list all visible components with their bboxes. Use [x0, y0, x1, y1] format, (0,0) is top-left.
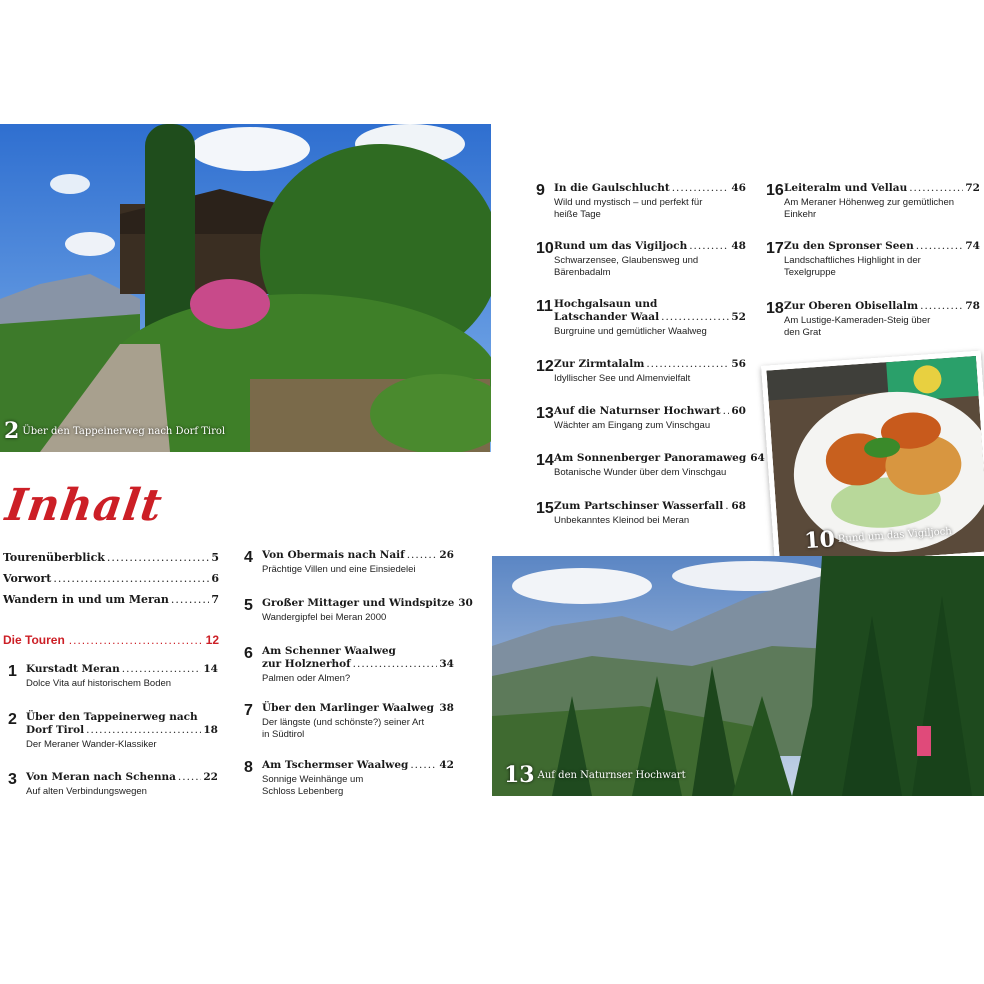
- tour-subtitle: [554, 467, 746, 479]
- tour-subtitle-line2: Einkehr: [784, 209, 817, 220]
- tour-title: Zur Oberen Obisellalm: [784, 300, 919, 312]
- caption-number: 2: [4, 418, 20, 444]
- tour-subtitle: [26, 786, 218, 798]
- tour-title: In die Gaulschlucht: [554, 182, 670, 194]
- photo-caption: [504, 762, 686, 788]
- toc-intro-item[interactable]: [3, 551, 219, 564]
- tour-subtitle-line2: Texelgruppe: [784, 267, 836, 278]
- tour-page: 18: [203, 724, 218, 736]
- tour-title: Rund um das Vigiljoch: [554, 240, 688, 252]
- toc-intro-title: Wandern in und um Meran: [3, 593, 169, 606]
- toc-leader: [672, 182, 730, 195]
- tour-page: 78: [965, 300, 980, 312]
- tour-subtitle-line1: Der Meraner Wander-Klassiker: [26, 739, 157, 750]
- tour-number: 18: [766, 300, 784, 317]
- photo-caption: [4, 418, 225, 444]
- tour-page: 68: [731, 500, 746, 512]
- tour-page: 60: [731, 405, 746, 417]
- tour-subtitle-line1: Sonnige Weinhänge um: [262, 774, 364, 785]
- tour-title: Von Obermais nach Naif: [262, 549, 405, 561]
- toc-leader: [86, 724, 201, 737]
- photo-tappeinerweg: [0, 124, 491, 452]
- page-title: Inhalt: [2, 480, 166, 531]
- tour-title: Am Schenner Waalweg: [262, 645, 396, 657]
- tour-number: 14: [536, 452, 554, 469]
- tour-subtitle: [262, 717, 454, 741]
- tour-title: Über den Tappeinerweg nach: [26, 711, 198, 723]
- tour-number: 10: [536, 240, 554, 257]
- tour-subtitle-line2: in Südtirol: [262, 729, 305, 740]
- caption-number: 10: [803, 526, 836, 555]
- tour-subtitle-line1: Burgruine und gemütlicher Waalweg: [554, 326, 707, 337]
- tour-title: Hochgalsaun und: [554, 298, 658, 310]
- section-page: 12: [205, 633, 219, 647]
- tour-subtitle-line1: Palmen oder Almen?: [262, 673, 351, 684]
- tour-number: 5: [244, 597, 253, 614]
- tour-page: 22: [203, 771, 218, 783]
- tour-subtitle: [784, 255, 980, 279]
- tour-title-line2: Latschander Waal: [554, 311, 660, 323]
- tour-title: Leiteralm und Vellau: [784, 182, 908, 194]
- tour-number: 1: [8, 663, 17, 680]
- tour-title: Am Tschermser Waalweg: [262, 759, 409, 771]
- tour-title: Großer Mittager und Windspitze: [262, 597, 455, 609]
- photo-vigiljoch-food: [761, 351, 984, 572]
- toc-leader: [353, 658, 438, 671]
- toc-leader: [171, 593, 209, 606]
- tour-page: 52: [731, 311, 746, 323]
- tour-subtitle-line1: Dolce Vita auf historischem Boden: [26, 678, 172, 689]
- toc-leader: [661, 311, 729, 324]
- tour-subtitle: [262, 612, 454, 624]
- tour-page: 72: [965, 182, 980, 194]
- tour-subtitle-line2: Bärenbadalm: [554, 267, 611, 278]
- tour-subtitle-line2: Schloss Lebenberg: [262, 786, 344, 797]
- tour-title: Zu den Spronser Seen: [784, 240, 914, 252]
- tour-page: 64: [750, 452, 765, 464]
- tour-subtitle: [554, 197, 746, 221]
- toc-intro-title: Tourenüberblick: [3, 551, 105, 564]
- tour-page: 48: [731, 240, 746, 252]
- tour-subtitle-line1: Prächtige Villen und eine Einsiedelei: [262, 564, 416, 575]
- tour-subtitle-line1: Wächter am Eingang zum Vinschgau: [554, 420, 711, 431]
- toc-intro-item[interactable]: [3, 593, 219, 606]
- tour-title: Zur Zirmtalalm: [554, 358, 645, 370]
- tour-title-line2: Dorf Tirol: [26, 724, 85, 736]
- toc-leader: [436, 702, 437, 715]
- caption-text: Rund um das Vigiljoch: [837, 525, 953, 545]
- toc-intro-page: 6: [211, 572, 219, 585]
- tour-number: 4: [244, 549, 253, 566]
- tour-subtitle: [554, 515, 746, 527]
- tour-title: Kurstadt Meran: [26, 663, 120, 675]
- tour-page: 38: [439, 702, 454, 714]
- tour-number: 12: [536, 358, 554, 375]
- toc-leader: [407, 549, 438, 562]
- tour-number: 11: [536, 298, 553, 315]
- tour-page: 74: [965, 240, 980, 252]
- tour-number: 3: [8, 771, 17, 788]
- tour-page: 34: [439, 658, 454, 670]
- toc-leader: [178, 771, 201, 784]
- tour-subtitle-line1: Landschaftliches Highlight in der: [784, 255, 921, 266]
- toc-leader: [410, 759, 437, 772]
- tour-subtitle-line1: Schwarzensee, Glaubensweg und: [554, 255, 699, 266]
- tour-subtitle: [554, 420, 746, 432]
- tour-subtitle-line1: Am Lustige-Kameraden-Steig über: [784, 315, 931, 326]
- toc-leader: [646, 358, 729, 371]
- toc-leader: [122, 663, 202, 676]
- tour-number: 2: [8, 711, 17, 728]
- tour-subtitle-line2: den Grat: [784, 327, 821, 338]
- tour-title: Von Meran nach Schenna: [26, 771, 176, 783]
- toc-intro-page: 5: [211, 551, 219, 564]
- toc-leader: [723, 405, 730, 418]
- toc-section-heading[interactable]: [3, 633, 219, 647]
- tour-title: Am Sonnenberger Panoramaweg: [554, 452, 747, 464]
- tour-subtitle-line1: Idyllischer See und Almenvielfalt: [554, 373, 691, 384]
- toc-intro-item[interactable]: [3, 572, 219, 585]
- tour-page: 56: [731, 358, 746, 370]
- tour-number: 15: [536, 500, 554, 517]
- toc-leader: [909, 182, 963, 195]
- tour-title: Über den Marlinger Waalweg: [262, 702, 434, 714]
- tour-subtitle-line1: Am Meraner Höhenweg zur gemütlichen: [784, 197, 955, 208]
- toc-leader: [107, 551, 209, 564]
- caption-number: 13: [504, 762, 535, 788]
- toc-leader: [916, 240, 964, 253]
- tour-page: 14: [203, 663, 218, 675]
- tour-subtitle: [26, 678, 218, 690]
- tour-page: 30: [458, 597, 473, 609]
- toc-leader: [725, 500, 729, 513]
- tour-page: 42: [439, 759, 454, 771]
- tour-subtitle: [262, 673, 454, 685]
- caption-text: Auf den Naturnser Hochwart: [537, 769, 686, 781]
- toc-leader: [689, 240, 729, 253]
- toc-intro-title: Vorwort: [3, 572, 52, 585]
- caption-text: Über den Tappeinerweg nach Dorf Tirol: [22, 425, 226, 437]
- tour-number: 7: [244, 702, 253, 719]
- photo-naturnser-hochwart: [492, 556, 984, 796]
- tour-subtitle-line1: Der längste (und schönste?) seiner Art: [262, 717, 425, 728]
- section-title: Die Touren: [3, 633, 65, 647]
- tour-number: 16: [766, 182, 784, 199]
- tour-subtitle-line1: Botanische Wunder über dem Vinschgau: [554, 467, 727, 478]
- tour-subtitle: [784, 197, 980, 221]
- tour-number: 17: [766, 240, 784, 257]
- tour-subtitle-line2: heiße Tage: [554, 209, 601, 220]
- tour-number: 13: [536, 405, 554, 422]
- tour-subtitle: [554, 326, 746, 338]
- toc-leader: [53, 572, 209, 585]
- tour-subtitle-line1: Auf alten Verbindungswegen: [26, 786, 147, 797]
- tour-page: 46: [731, 182, 746, 194]
- tour-title-line2: zur Holznerhof: [262, 658, 351, 670]
- tour-subtitle: [26, 739, 218, 751]
- toc-intro-page: 7: [211, 593, 219, 606]
- tour-subtitle: [262, 774, 454, 798]
- tour-subtitle: [554, 373, 746, 385]
- tour-subtitle: [554, 255, 746, 279]
- tour-page: 26: [439, 549, 454, 561]
- toc-leader: [920, 300, 963, 313]
- tour-title: Auf die Naturnser Hochwart: [554, 405, 721, 417]
- toc-leader: [69, 633, 202, 647]
- tour-title: Zum Partschinser Wasserfall: [554, 500, 724, 512]
- tour-subtitle-line1: Wandergipfel bei Meran 2000: [262, 612, 387, 623]
- tour-subtitle: [784, 315, 980, 339]
- tour-number: 8: [244, 759, 253, 776]
- tour-number: 6: [244, 645, 253, 662]
- tour-subtitle-line1: Wild und mystisch – und perfekt für: [554, 197, 703, 208]
- tour-subtitle: [262, 564, 454, 576]
- tour-number: 9: [536, 182, 545, 199]
- tour-subtitle-line1: Unbekanntes Kleinod bei Meran: [554, 515, 690, 526]
